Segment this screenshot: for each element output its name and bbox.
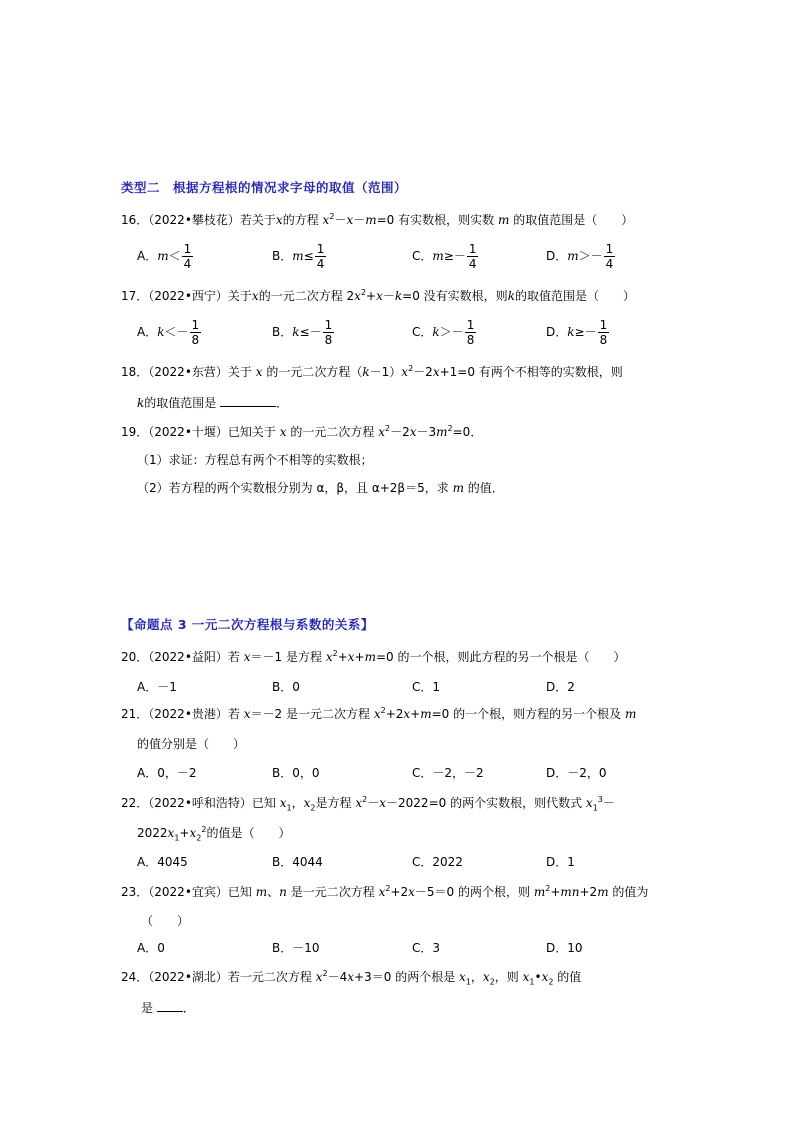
question-16: 16．（2022•攀枝花）若关于x的方程 $x^2-x-m=0$ 有实数根，则实数 m 的取值范围是（ ） (121, 212, 634, 227)
q22-option-a[interactable]: A．4045 (137, 855, 188, 869)
q17-option-a[interactable]: A．k＜－ $\frac{1}{8}$ (137, 318, 200, 347)
question-24: 24．（2022•湖北）若一元二次方程 $x^2-4x+3=0$ 的两个根是 $x_1$，$x_2$，则 $x_1•x_2$ 的值 (121, 969, 582, 987)
question-17: 17．（2022•西宁）关于x的一元二次方程 $2x^2+x-k=0$ 没有实数根，则k的取值范围是（ ） (121, 288, 635, 303)
q20-option-d[interactable]: D．2 (546, 680, 575, 694)
q21-option-b[interactable]: B．0，0 (272, 766, 320, 780)
q22-option-d[interactable]: D．1 (546, 855, 575, 869)
q23-option-a[interactable]: A．0 (137, 941, 165, 955)
q20-option-b[interactable]: B．0 (272, 680, 300, 694)
q17-option-d[interactable]: D．k≥－ $\frac{1}{8}$ (546, 318, 608, 347)
q17-option-c[interactable]: C．k＞－ $\frac{1}{8}$ (412, 318, 475, 347)
question-20: 20．（2022•益阳）若 x＝－1 是方程 $x^2+x+m=0$ 的一个根，则此方程的另一个根是（ ） (121, 649, 626, 664)
question-22: 22．（2022•呼和浩特）已知 $x_1$，$x_2$是方程 $x^2-x-2022=0$ 的两个实数根，则代数式 $x_1^3-$ (121, 795, 615, 813)
question-22-line2: $2022x_1+x_2^2$的值是（ ） (137, 825, 291, 843)
q16-option-a[interactable]: A．m＜ $\frac{1}{4}$ (137, 242, 192, 271)
q23-option-c[interactable]: C．3 (412, 941, 441, 955)
question-23: 23．（2022•宜宾）已知 m、n 是一元二次方程 $x^2+2x-5=0$ 的两个根，则 $m^2+mn+2m$ 的值为 (121, 884, 649, 899)
question-18-line2: k的取值范围是 ． (137, 396, 289, 410)
question-19: 19．（2022•十堰）已知关于 x 的一元二次方程 $x^2-2x-3m^2=0$． (121, 424, 483, 439)
q16-option-b[interactable]: B．m≤ $\frac{1}{4}$ (272, 242, 325, 271)
q21-option-a[interactable]: A．0，－2 (137, 766, 197, 780)
question-23-line2: （ ） (141, 914, 190, 928)
question-24-line2: 是 ． (141, 1001, 195, 1015)
section-heading-point3: 【命题点 3 一元二次方程根与系数的关系】 (121, 617, 374, 632)
q21-option-c[interactable]: C．－2，－2 (412, 766, 484, 780)
q23-option-d[interactable]: D．10 (546, 941, 583, 955)
q20-option-a[interactable]: A．－1 (137, 680, 177, 694)
q17-option-b[interactable]: B．k≤－ $\frac{1}{8}$ (272, 318, 333, 347)
question-18: 18．（2022•东营）关于 x 的一元二次方程$(k-1)x^2-2x+1=0$ 有两个不相等的实数根，则 (121, 364, 623, 379)
section-heading-type2: 类型二 根据方程根的情况求字母的取值（范围） (121, 180, 408, 195)
q19-part-2: （2）若方程的两个实数根分别为 α，β，且 α+2β＝5，求 m 的值． (137, 481, 504, 495)
answer-blank-24[interactable] (157, 999, 183, 1012)
q22-option-b[interactable]: B．4044 (272, 855, 323, 869)
q16-option-c[interactable]: C．m≥－ $\frac{1}{4}$ (412, 242, 477, 271)
q16-option-d[interactable]: D．m＞－ $\frac{1}{4}$ (546, 242, 614, 271)
q21-option-d[interactable]: D．－2，0 (546, 766, 607, 780)
q23-option-b[interactable]: B．－10 (272, 941, 320, 955)
q22-option-c[interactable]: C．2022 (412, 855, 463, 869)
q19-part-1: （1）求证：方程总有两个不相等的实数根； (137, 453, 373, 467)
q20-option-c[interactable]: C．1 (412, 680, 441, 694)
question-21: 21．（2022•贵港）若 x＝－2 是一元二次方程 $x^2+2x+m=0$ 的一个根，则方程的另一个根及 m (121, 706, 637, 721)
answer-blank-18[interactable] (220, 394, 276, 407)
question-21-line2: 的值分别是（ ） (137, 737, 246, 751)
